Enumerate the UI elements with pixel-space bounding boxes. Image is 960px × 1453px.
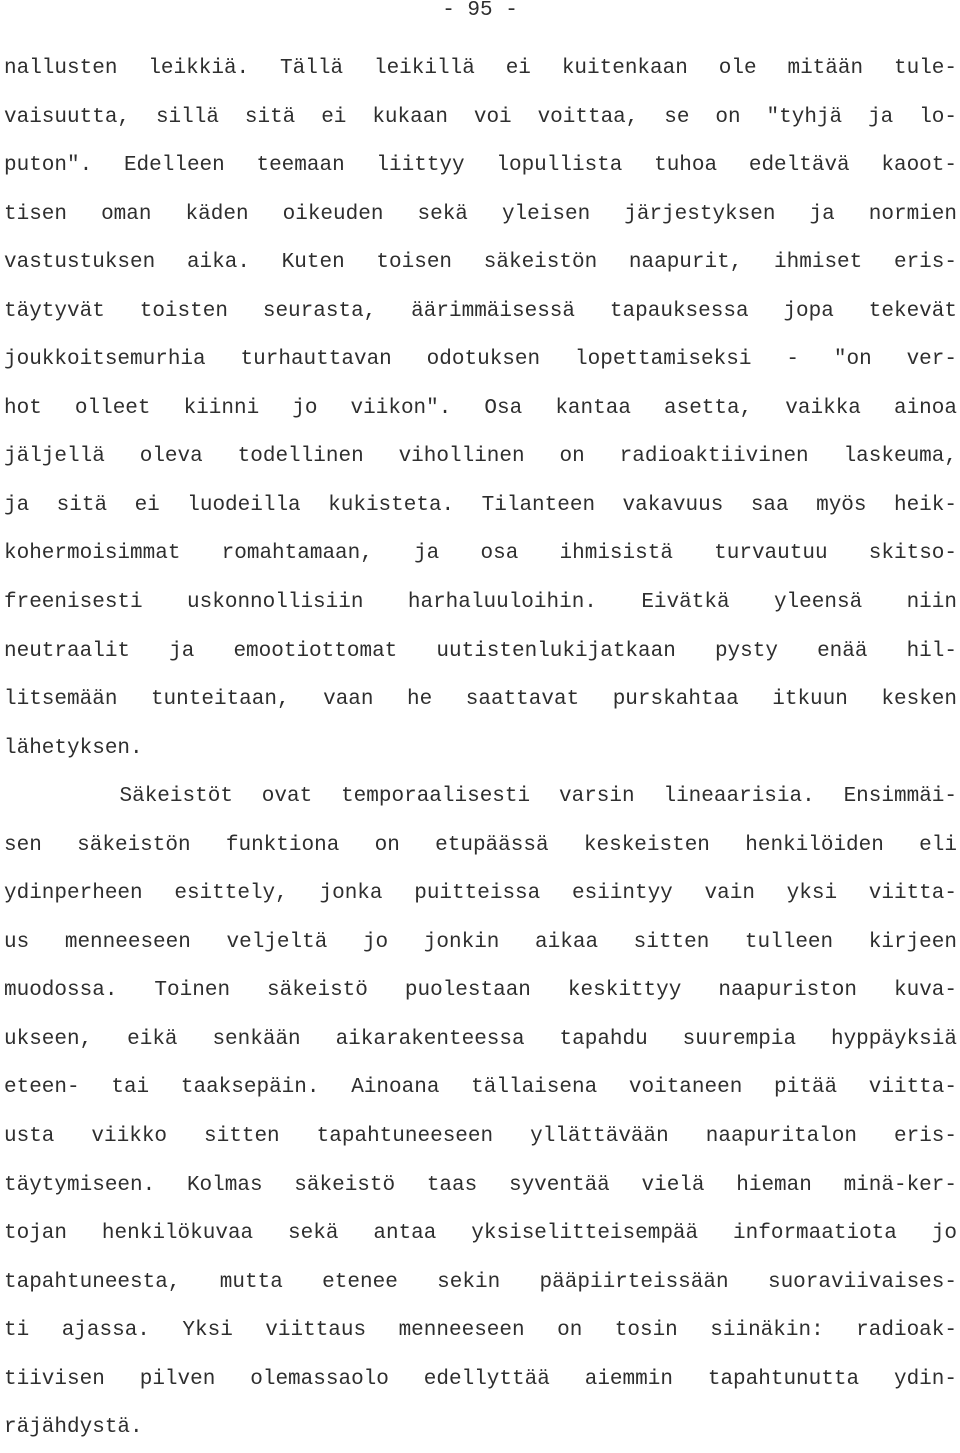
text-line: ukseen, eikä senkään aikarakenteessa tapahdu suurempia hyppäyksiä	[4, 1027, 957, 1051]
text-line: vaisuutta, sillä sitä ei kukaan voi voittaa, se on "tyhjä ja lo-	[4, 105, 957, 129]
page-number: - 95 -	[442, 0, 518, 22]
text-line: usta viikko sitten tapahtuneeseen yllättävään naapuritalon eris-	[4, 1125, 957, 1149]
text-line: lähetyksen.	[4, 736, 143, 760]
text-line: litsemään tunteitaan, vaan he saattavat purskahtaa itkuun kesken	[4, 688, 957, 712]
text-line: tiivisen pilven olemassaolo edellyttää aiemmin tapahtunutta ydin-	[4, 1367, 957, 1391]
text-line: hot olleet kiinni jo viikon". Osa kantaa asetta, vaikka ainoa	[4, 396, 957, 420]
text-line: puton". Edelleen teemaan liittyy lopullista tuhoa edeltävä kaoot-	[4, 154, 957, 178]
text-line: räjähdystä.	[4, 1416, 143, 1440]
text-line: täytymiseen. Kolmas säkeistö taas syventää vielä hieman minä-ker-	[4, 1173, 957, 1197]
text-line: ydinperheen esittely, jonka puitteissa esiintyy vain yksi viitta-	[4, 882, 957, 906]
text-line: freenisesti uskonnollisiin harhaluuloihin. Eivätkä yleensä niin	[4, 591, 957, 615]
text-line: ja sitä ei luodeilla kukisteta. Tilanteen vakavuus saa myös heik-	[4, 493, 957, 517]
text-line: kohermoisimmat romahtamaan, ja osa ihmisistä turvautuu skitso-	[4, 542, 957, 566]
text-line: us menneeseen veljeltä jo jonkin aikaa sitten tulleen kirjeen	[4, 930, 957, 954]
text-line: sen säkeistön funktiona on etupäässä keskeisten henkilöiden eli	[4, 833, 957, 857]
text-line: tapahtuneesta, mutta etenee sekin pääpiirteissään suoraviivaises-	[4, 1270, 957, 1294]
text-line: tisen oman käden oikeuden sekä yleisen järjestyksen ja normien	[4, 202, 957, 226]
text-line: eteen- tai taaksepäin. Ainoana tällaisena voitaneen pitää viitta-	[4, 1076, 957, 1100]
text-line: nallusten leikkiä. Tällä leikillä ei kuitenkaan ole mitään tule-	[4, 57, 957, 80]
body-text	[4, 45, 957, 1453]
text-line: neutraalit ja emootiottomat uutistenlukijatkaan pysty enää hil-	[4, 639, 957, 663]
text-line: jäljellä oleva todellinen vihollinen on radioaktiivinen laskeuma,	[4, 445, 957, 469]
paragraph-start-line: Säkeistöt ovat temporaalisesti varsin lineaarisia. Ensimmäi-	[4, 785, 957, 809]
text-line: tojan henkilökuvaa sekä antaa yksiselitteisempää informaatiota jo	[4, 1222, 957, 1246]
text-line: muodossa. Toinen säkeistö puolestaan keskittyy naapuriston kuva-	[4, 979, 957, 1003]
text-line: vastustuksen aika. Kuten toisen säkeistön naapurit, ihmiset eris-	[4, 251, 957, 275]
text-line: täytyvät toisten seurasta, äärimmäisessä tapauksessa jopa tekevät	[4, 299, 957, 323]
text-line: ti ajassa. Yksi viittaus menneeseen on tosin siinäkin: radioak-	[4, 1319, 957, 1343]
text-line: joukkoitsemurhia turhauttavan odotuksen lopettamiseksi - "on ver-	[4, 348, 957, 372]
